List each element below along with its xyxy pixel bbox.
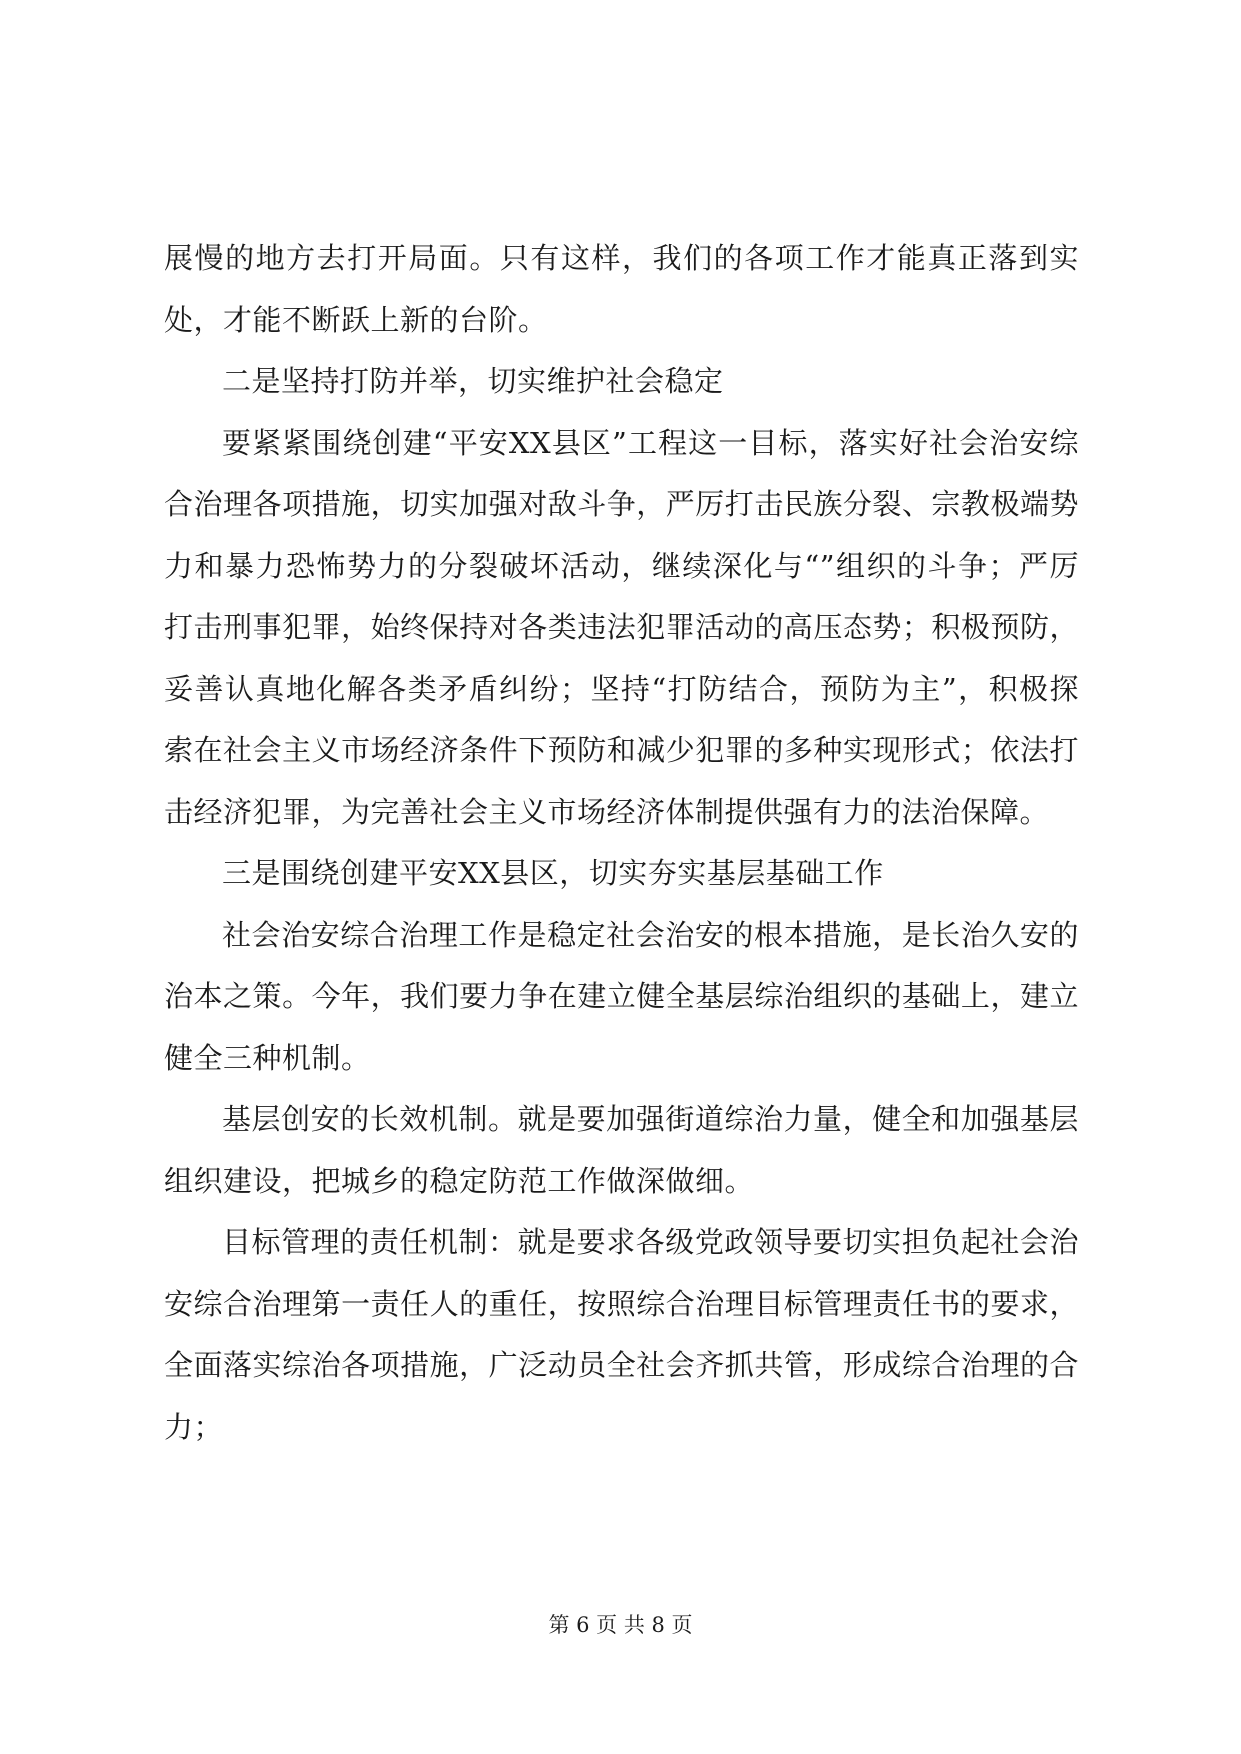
- paragraph-governance: 社会治安综合治理工作是稳定社会治安的根本措施，是长治久安的治本之策。今年，我们要力争在建立健全基层综治组织的基础上，建立健全三种机制。: [164, 917, 1079, 1075]
- paragraph-stability: 要紧紧围绕创建“平安XX县区”工程这一目标，落实好社会治安综合治理各项措施，切实加强对敌斗争，严厉打击民族分裂、宗教极端势力和暴力恐怖势力的分裂破坏活动，继续深化与“”组织的斗争；严厉打击刑事犯罪，始终保持对各类违法犯罪活动的高压态势；积极预防，妥善认真地化解各类矛盾纠纷；坚持“打防结合，预防为主”，积极探索在社会主义市场经济条件下预防和减少犯罪的多种实现形式；依法打击经济犯罪，为完善社会主义市场经济体制提供强有力的法治保障。: [164, 425, 1079, 829]
- paragraph-grassroots-mechanism: 基层创安的长效机制。就是要加强街道综治力量，健全和加强基层组织建设，把城乡的稳定防范工作做深做细。: [164, 1102, 1079, 1198]
- section-heading-two: 二是坚持打防并举，切实维护社会稳定: [222, 364, 724, 398]
- paragraph-continuation: 展慢的地方去打开局面。只有这样，我们的各项工作才能真正落到实处，才能不断跃上新的台阶。: [164, 241, 1079, 337]
- document-body: [164, 228, 1079, 1458]
- paragraph-responsibility-mechanism: 目标管理的责任机制：就是要求各级党政领导要切实担负起社会治安综合治理第一责任人的重任，按照综合治理目标管理责任书的要求，全面落实综治各项措施，广泛动员全社会齐抓共管，形成综合治理的合力；: [164, 1225, 1079, 1444]
- page-number-footer: 第 6 页 共 8 页: [548, 1613, 693, 1637]
- section-heading-three: 三是围绕创建平安XX县区，切实夯实基层基础工作: [222, 856, 884, 890]
